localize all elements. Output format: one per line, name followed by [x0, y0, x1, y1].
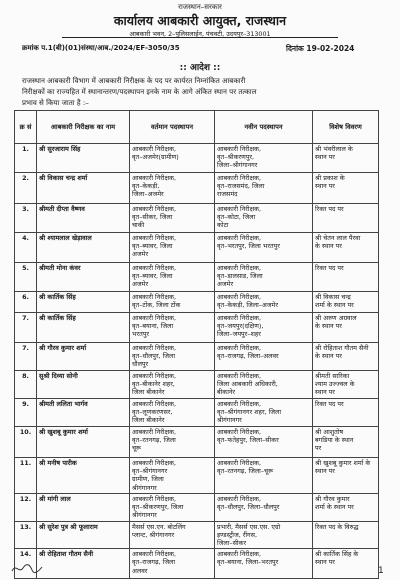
- cell-line: श्रीगंगानगर: [132, 483, 157, 492]
- serial-cell: 12.: [15, 494, 37, 522]
- cell-line: वृत–फतेहपुर, जिला–सीकर: [217, 436, 279, 445]
- new-posting-cell: [215, 313, 313, 343]
- remarks-cell: [313, 204, 379, 233]
- office-title: कार्यालय आबकारी आयुक्त, राजस्थान: [113, 13, 287, 28]
- current-posting-cell: [130, 233, 215, 263]
- cell-line: आबकारी निरीक्षक,: [132, 400, 177, 408]
- cell-line: श्री गौरव कुमार शर्मा: [39, 344, 87, 352]
- header-serial: क्र सं: [15, 111, 37, 144]
- name-cell: [37, 521, 130, 549]
- cell-line: वृत–ब्यावर, जिला: [132, 242, 173, 251]
- cell-line: आबकारी निरीक्षक,: [132, 205, 177, 213]
- cell-line: आबकारी निरीक्षक,: [217, 145, 262, 153]
- serial-cell: 1.: [15, 144, 37, 173]
- cell-line: श्री श्यामलाल खेड़ावाल: [39, 234, 92, 242]
- name-cell: [37, 371, 130, 399]
- table-row: [15, 173, 379, 204]
- cell-line: के स्थान पर: [315, 352, 342, 361]
- table-row: [15, 343, 379, 371]
- cell-line: वृत–धौलपुर, जिला: [132, 352, 176, 361]
- current-posting-cell: [130, 371, 215, 399]
- cell-line: वृत–भरतपुर, जिला भरतपुर: [217, 242, 280, 251]
- cell-line: वृत–श्रीकरणपुर, जिला: [132, 503, 184, 512]
- table-row: [15, 427, 379, 458]
- name-cell: [37, 204, 130, 233]
- cell-line: बगडिया के स्थान: [315, 436, 354, 445]
- government-heading: राजस्थान–सरकार: [178, 3, 222, 11]
- header-remarks: विशेष विवरण: [313, 111, 379, 144]
- new-posting-cell: [215, 549, 313, 579]
- name-cell: [37, 144, 130, 173]
- cell-line: वृत–रतनगढ़, जिला: [132, 436, 176, 445]
- cell-line: चाकी: [132, 221, 145, 230]
- cell-line: स्थान पर: [315, 388, 335, 397]
- cell-line: आबकारी निरीक्षक,: [132, 174, 177, 182]
- cell-line: के स्थान पर: [315, 242, 342, 251]
- table-row: [15, 458, 379, 494]
- cell-line: श्री सुरजाराम सिंह: [39, 145, 81, 153]
- cell-line: श्री चेतन लाल पैरवा: [315, 234, 361, 242]
- new-posting-cell: [215, 521, 313, 549]
- current-posting-cell: [130, 521, 215, 549]
- cell-line: श्रीमती दीप्ता वैष्णव: [39, 205, 85, 213]
- cell-line: वृत–धौलपुर, जिला–धौलपुर: [217, 503, 280, 512]
- serial-cell: 9.: [15, 399, 37, 427]
- name-cell: [37, 233, 130, 263]
- cell-line: श्री कार्तिक सिंह के: [315, 550, 359, 559]
- intro-paragraph: [22, 76, 372, 108]
- remarks-cell: [313, 549, 379, 579]
- cell-line: वृत–टोंक, जिला टोंक: [132, 301, 181, 310]
- cell-line: चूरू: [132, 444, 142, 453]
- cell-line: श्री भंवरीलाल के: [315, 145, 353, 153]
- cell-line: वृत–राजगढ़, जिला–अलवर: [217, 352, 279, 361]
- cell-line: आबकारी निरीक्षक,: [132, 495, 177, 503]
- new-posting-cell: [215, 173, 313, 204]
- header-new-posting: नवीन पदस्थापन: [215, 111, 313, 144]
- cell-line: प्लान्ट, श्रीगंगानगर: [132, 530, 175, 539]
- new-posting-cell: [215, 233, 313, 263]
- serial-cell: 10.: [15, 427, 37, 458]
- cell-line: आबकारी निरीक्षक,: [217, 314, 262, 322]
- cell-line: आबकारी निरीक्षक,: [217, 495, 262, 503]
- cell-line: वृत–बीकानेर शहर,: [132, 380, 175, 389]
- cell-line: वृत–अजमेर(ग्रामीण): [132, 153, 179, 162]
- order-date: दिनांक 19-02-2024: [286, 44, 355, 53]
- cell-line: श्रीगंगानगर: [217, 416, 242, 425]
- cell-line: वृत–जयपुर(दक्षिण),: [217, 322, 264, 331]
- name-cell: [37, 313, 130, 343]
- cell-line: स्थान पर: [315, 558, 335, 567]
- name-cell: [37, 494, 130, 522]
- current-posting-cell: [130, 458, 215, 494]
- remarks-cell: [313, 313, 379, 343]
- serial-cell: 6.: [15, 292, 37, 313]
- name-cell: [37, 399, 130, 427]
- serial-cell: 8.: [15, 371, 37, 399]
- cell-line: कोटा: [217, 221, 229, 230]
- cell-line: आबकारी निरीक्षक,: [132, 293, 177, 301]
- cell-line: आबकारी निरीक्षक,: [132, 428, 177, 436]
- new-posting-cell: [215, 458, 313, 494]
- cell-line: जिला–सीकर: [217, 539, 247, 548]
- cell-line: श्री विकास चन्द्र शर्मा: [39, 174, 88, 182]
- remarks-cell: [313, 233, 379, 263]
- intro-line: राजस्थान आबकारी विभाग में आबकारी निरीक्षक के पद पर कार्यरत निम्नांकित आबकारी: [22, 76, 246, 85]
- order-heading: :: आदेश ::: [179, 63, 221, 73]
- serial-cell: 4.: [15, 233, 37, 263]
- new-posting-cell: [215, 399, 313, 427]
- signature-mark: [10, 560, 44, 576]
- table-header-row: [15, 111, 379, 144]
- cell-line: आबकारी निरीक्षक,: [132, 344, 177, 352]
- cell-line: वृत–राजगढ़, जिला: [132, 558, 176, 567]
- cell-line: श्रीमती ललिता भार्गव: [39, 400, 88, 408]
- cell-line: अलवर: [132, 566, 148, 575]
- cell-line: जिला बीकानेर: [132, 416, 165, 425]
- new-posting-cell: [215, 343, 313, 371]
- new-posting-cell: [215, 427, 313, 458]
- cell-line: इण्डस्ट्रीज, रींगस,: [217, 530, 257, 539]
- name-cell: [37, 549, 130, 579]
- cell-line: वृत–केकड़ी, जिला–अजमेर: [217, 301, 278, 310]
- cell-line: प्रभारी, मैसर्स एस.एस. एग्रो: [217, 522, 281, 531]
- cell-line: वृत–श्रीकरणपुर,: [217, 153, 254, 162]
- cell-line: आबकारी निरीक्षक,: [132, 145, 177, 153]
- cell-line: शर्मा के स्थान पर: [315, 301, 354, 310]
- cell-line: वृत–ब्यावर, जिला: [132, 272, 173, 281]
- new-posting-cell: [215, 292, 313, 313]
- cell-line: रिक्त पद पर: [315, 205, 344, 213]
- cell-line: रिक्त पद पर: [315, 264, 344, 272]
- cell-line: आबकारी निरीक्षक,: [132, 550, 177, 559]
- header-divider: [62, 37, 338, 38]
- cell-line: वृत–बयाना, जिला–भरतपुर: [217, 558, 279, 567]
- cell-line: वृत–लूणकरणसर,: [132, 408, 173, 417]
- table-row: [15, 549, 379, 579]
- current-posting-cell: [130, 343, 215, 371]
- cell-line: श्री सुरेश पुत्र श्री फूलाराम: [39, 522, 98, 531]
- cell-line: आबकारी निरीक्षक,: [132, 372, 177, 380]
- cell-line: वृत–राजसमंद, जिला: [217, 182, 265, 191]
- header-name: आबकारी निरीक्षक का नाम: [37, 111, 130, 144]
- table-row: [15, 204, 379, 233]
- remarks-cell: [313, 399, 379, 427]
- remarks-cell: [313, 343, 379, 371]
- cell-line: रिक्त पद के विरुद्ध: [315, 522, 359, 531]
- current-posting-cell: [130, 263, 215, 292]
- name-cell: [37, 263, 130, 292]
- office-address: आबकारी भवन, 2–पुलिसलाईन, पंचवटी, उदयपुर–313001: [129, 30, 271, 38]
- name-cell: [37, 173, 130, 204]
- cell-line: आबकारी निरीक्षक,: [132, 264, 177, 272]
- cell-line: श्री कार्तिक सिंह: [39, 293, 76, 301]
- reference-number: क्रमांक प.1(बी)(01)संस्था/आब./2024/EF-3050/35: [22, 44, 180, 52]
- serial-cell: 3.: [15, 204, 37, 233]
- intro-line: निरीक्षकों का राज्यहित में स्थानान्तरण/पदस्थापन इनके नाम के आगे अंकित स्थान पर तत्काल: [22, 86, 257, 96]
- table-row: [15, 399, 379, 427]
- cell-line: जिला–जयपुर–शहर: [217, 330, 261, 339]
- serial-cell: 14.: [15, 549, 37, 579]
- cell-line: वृत–श्रीगंगानगर: [132, 467, 168, 476]
- remarks-cell: [313, 173, 379, 204]
- serial-cell: 13.: [15, 521, 37, 549]
- cell-line: अजमेर: [217, 280, 234, 289]
- cell-line: वृत–श्रीगंगानगर शहर, जिला: [217, 408, 282, 417]
- cell-line: आबकारी निरीक्षक,: [217, 293, 262, 301]
- cell-line: स्थान पर: [315, 467, 335, 476]
- cell-line: जिला आबकारी अधिकारी,: [217, 380, 278, 389]
- cell-line: आबकारी निरीक्षक,: [217, 428, 262, 436]
- cell-line: श्री कार्तिक सिंह: [39, 314, 76, 322]
- cell-line: श्री खुशबू कुमार शर्मा: [39, 428, 88, 436]
- cell-line: आबकारी निरीक्षक,: [217, 344, 262, 352]
- serial-cell: 2.: [15, 173, 37, 204]
- cell-line: आबकारी निरीक्षक,: [217, 550, 262, 559]
- new-posting-cell: [215, 263, 313, 292]
- serial-cell: 11.: [15, 458, 37, 494]
- cell-line: वृत–बयाना, जिला: [132, 322, 174, 331]
- name-cell: [37, 343, 130, 371]
- cell-line: अजमेर: [132, 280, 149, 289]
- cell-line: आबकारी निरीक्षक,: [217, 264, 262, 272]
- header-current-posting: वर्तमान पदस्थापन: [130, 111, 215, 144]
- remarks-cell: [313, 458, 379, 494]
- cell-line: वृत–रतनगढ़, जिला–चूरू: [217, 467, 274, 476]
- current-posting-cell: [130, 292, 215, 313]
- serial-cell: 5.: [15, 263, 37, 292]
- cell-line: आबकारी निरीक्षक,: [132, 459, 177, 467]
- new-posting-cell: [215, 494, 313, 522]
- cell-line: श्रीगंगानगर: [132, 511, 157, 520]
- cell-line: भरतपुर: [132, 330, 149, 339]
- cell-line: जिला–अजमेर: [132, 190, 164, 199]
- cell-line: श्री गौरव कुमार: [315, 495, 350, 503]
- new-posting-cell: [215, 371, 313, 399]
- table-row: [15, 233, 379, 263]
- cell-line: श्री मांगी लाल: [39, 495, 71, 503]
- current-posting-cell: [130, 494, 215, 522]
- cell-line: जिला बीकानेर: [132, 388, 165, 397]
- cell-line: श्री प्रकाश के: [315, 174, 345, 182]
- name-cell: [37, 427, 130, 458]
- cell-line: श्री रोहिताश गौतम सैनी: [39, 550, 94, 559]
- current-posting-cell: [130, 204, 215, 233]
- table-row: [15, 494, 379, 522]
- cell-line: श्याम उज्ज्वल के: [315, 380, 355, 389]
- remarks-cell: [313, 144, 379, 173]
- cell-line: ग्रामीण, जिला: [132, 475, 164, 484]
- current-posting-cell: [130, 313, 215, 343]
- table-row: [15, 144, 379, 173]
- cell-line: बीकानेर: [217, 388, 236, 397]
- current-posting-cell: [130, 399, 215, 427]
- current-posting-cell: [130, 144, 215, 173]
- cell-line: मैसर्स एस.एन. बोटलिंग: [132, 522, 186, 531]
- cell-line: पर: [315, 444, 322, 453]
- remarks-cell: [313, 427, 379, 458]
- cell-line: आबकारी निरीक्षक,: [217, 372, 262, 380]
- current-posting-cell: [130, 427, 215, 458]
- remarks-cell: [313, 292, 379, 313]
- name-cell: [37, 292, 130, 313]
- remarks-cell: [313, 263, 379, 292]
- cell-line: श्री रोहिताश गौतम सैनी: [315, 344, 369, 352]
- table-row: [15, 263, 379, 292]
- intro-line: प्रभाव से किया जाता है :–: [22, 97, 89, 107]
- transfer-table: [14, 110, 379, 579]
- page-number: 1: [378, 566, 384, 576]
- cell-line: स्थान पर: [315, 182, 335, 191]
- serial-cell: 7.: [15, 313, 37, 343]
- cell-line: वृत–केकड़ी,: [132, 182, 160, 191]
- new-posting-cell: [215, 144, 313, 173]
- cell-line: श्री विकास चन्द्र: [315, 293, 351, 301]
- cell-line: जिला–श्रीगंगानगर: [217, 161, 258, 170]
- cell-line: सुश्री दिव्या सोनी: [39, 372, 78, 380]
- current-posting-cell: [130, 549, 215, 579]
- table-row: [15, 313, 379, 343]
- name-cell: [37, 458, 130, 494]
- cell-line: अजमेर: [132, 250, 149, 259]
- cell-line: आबकारी निरीक्षक,: [217, 234, 262, 242]
- cell-line: आबकारी निरीक्षक,: [217, 459, 262, 467]
- cell-line: के स्थान पर: [315, 322, 342, 331]
- cell-line: आबकारी निरीक्षक,: [217, 205, 262, 213]
- table-row: [15, 521, 379, 549]
- cell-line: आबकारी निरीक्षक,: [132, 314, 177, 322]
- cell-line: शर्मा के स्थान पर: [315, 503, 354, 512]
- cell-line: रिक्त पद पर: [315, 400, 344, 408]
- remarks-cell: [313, 521, 379, 549]
- cell-line: स्थान पर: [315, 153, 335, 162]
- cell-line: श्री अरुण अग्रवाल: [315, 314, 357, 322]
- table-row: [15, 371, 379, 399]
- remarks-cell: [313, 371, 379, 399]
- cell-line: धौलपुर: [132, 360, 149, 369]
- cell-line: राजसमंद: [217, 190, 238, 199]
- cell-line: श्रीमती मोना कंवर: [39, 264, 81, 272]
- cell-line: वृत–कोटा, जिला: [217, 213, 256, 222]
- remarks-cell: [313, 494, 379, 522]
- cell-line: श्री आशुतोष: [315, 428, 344, 436]
- cell-line: वृत–सीकर, जिला: [132, 213, 173, 222]
- cell-line: श्रीमती सारिका: [315, 372, 350, 380]
- cell-line: श्री खुशबू कुमार शर्मा के: [315, 459, 371, 467]
- cell-line: आबकारी निरीक्षक,: [217, 400, 262, 408]
- serial-cell: 7.: [15, 343, 37, 371]
- cell-line: वृत–डालसाड, जिला: [217, 272, 263, 281]
- table-row: [15, 292, 379, 313]
- new-posting-cell: [215, 204, 313, 233]
- cell-line: श्री मनीष पारीक: [39, 459, 77, 467]
- cell-line: आबकारी निरीक्षक,: [217, 174, 262, 182]
- current-posting-cell: [130, 173, 215, 204]
- cell-line: आबकारी निरीक्षक,: [132, 234, 177, 242]
